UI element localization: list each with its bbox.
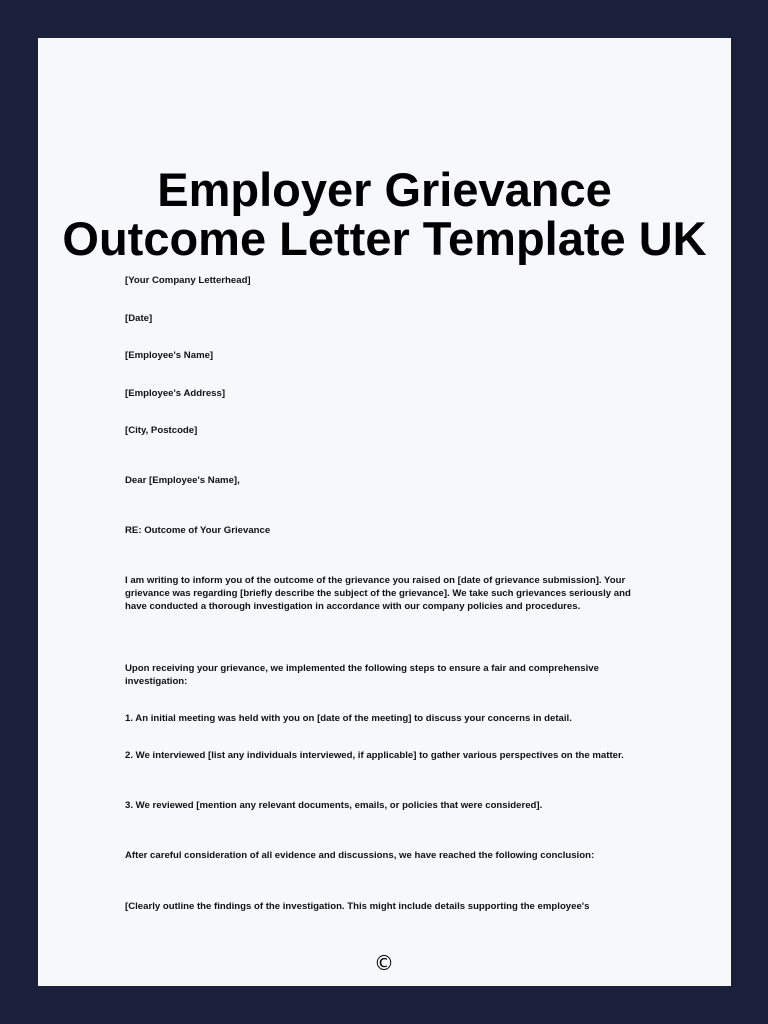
step-2: 2. We interviewed [list any individuals interviewed, if applicable] to gather various perspectives on the matter. <box>125 750 624 761</box>
paragraph-findings: [Clearly outline the findings of the investigation. This might include details supporting the employee's <box>125 901 590 912</box>
paragraph-conclusion: After careful consideration of all evidence and discussions, we have reached the following conclusion: <box>125 850 595 861</box>
page-title <box>38 165 731 263</box>
copyright-icon: © <box>374 951 394 975</box>
salutation: Dear [Employee's Name], <box>125 475 240 486</box>
title-line-1: Employer Grievance <box>157 163 612 216</box>
step-1: 1. An initial meeting was held with you on [date of the meeting] to discuss your concerns in detail. <box>125 713 572 724</box>
letterhead-placeholder: [Your Company Letterhead] <box>125 275 251 286</box>
date-placeholder: [Date] <box>125 313 153 324</box>
title-line-2: Outcome Letter Template UK <box>62 212 707 265</box>
city-postcode-placeholder: [City, Postcode] <box>125 425 198 436</box>
paragraph-intro: I am writing to inform you of the outcome of the grievance you raised on [date of grievance submission]. Your grievance was regarding [briefly describe the subject of the grievance]. We take such grievances seriously and have conducted a thorough investigation in accordance with our company policies and procedures. <box>125 575 631 612</box>
step-3: 3. We reviewed [mention any relevant documents, emails, or policies that were considered]. <box>125 800 543 811</box>
employee-name-placeholder: [Employee's Name] <box>125 350 214 361</box>
document-page <box>38 38 731 986</box>
paragraph-steps-intro: Upon receiving your grievance, we implemented the following steps to ensure a fair and comprehensive investigation: <box>125 663 599 687</box>
subject-line: RE: Outcome of Your Grievance <box>125 525 271 536</box>
employee-address-placeholder: [Employee's Address] <box>125 388 226 399</box>
